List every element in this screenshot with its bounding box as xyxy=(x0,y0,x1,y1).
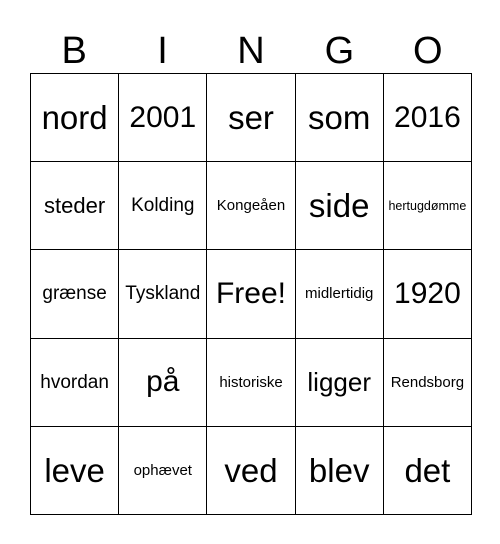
bingo-cell[interactable]: historiske xyxy=(207,339,295,427)
bingo-board xyxy=(30,73,472,515)
bingo-cell[interactable]: nord xyxy=(31,74,119,162)
bingo-cell[interactable]: som xyxy=(296,74,384,162)
bingo-cell[interactable]: blev xyxy=(296,427,384,515)
bingo-cell[interactable]: Kolding xyxy=(119,162,207,250)
bingo-cell[interactable]: ophævet xyxy=(119,427,207,515)
bingo-cell[interactable]: det xyxy=(384,427,472,515)
bingo-cell[interactable]: Kongeåen xyxy=(207,162,295,250)
header-letter-n: N xyxy=(237,30,265,72)
bingo-cell[interactable]: 2001 xyxy=(119,74,207,162)
bingo-cell[interactable]: Tyskland xyxy=(119,250,207,338)
header-letter-b: B xyxy=(61,30,87,72)
bingo-cell[interactable]: midlertidig xyxy=(296,250,384,338)
bingo-cell[interactable]: hertugdømme xyxy=(384,162,472,250)
bingo-header xyxy=(30,28,472,74)
bingo-cell[interactable]: hvordan xyxy=(31,339,119,427)
header-letter-g: G xyxy=(324,30,355,72)
bingo-cell[interactable]: Rendsborg xyxy=(384,339,472,427)
bingo-cell[interactable]: ser xyxy=(207,74,295,162)
bingo-cell[interactable]: på xyxy=(119,339,207,427)
bingo-cell[interactable]: 2016 xyxy=(384,74,472,162)
bingo-cell[interactable]: ved xyxy=(207,427,295,515)
bingo-cell[interactable]: steder xyxy=(31,162,119,250)
header-letter-o: O xyxy=(412,30,443,72)
bingo-cell[interactable]: leve xyxy=(31,427,119,515)
bingo-cell[interactable]: 1920 xyxy=(384,250,472,338)
bingo-cell[interactable]: side xyxy=(296,162,384,250)
bingo-free-cell[interactable]: Free! xyxy=(207,250,295,338)
bingo-cell[interactable]: grænse xyxy=(31,250,119,338)
bingo-cell[interactable]: ligger xyxy=(296,339,384,427)
header-letter-i: I xyxy=(157,30,168,72)
